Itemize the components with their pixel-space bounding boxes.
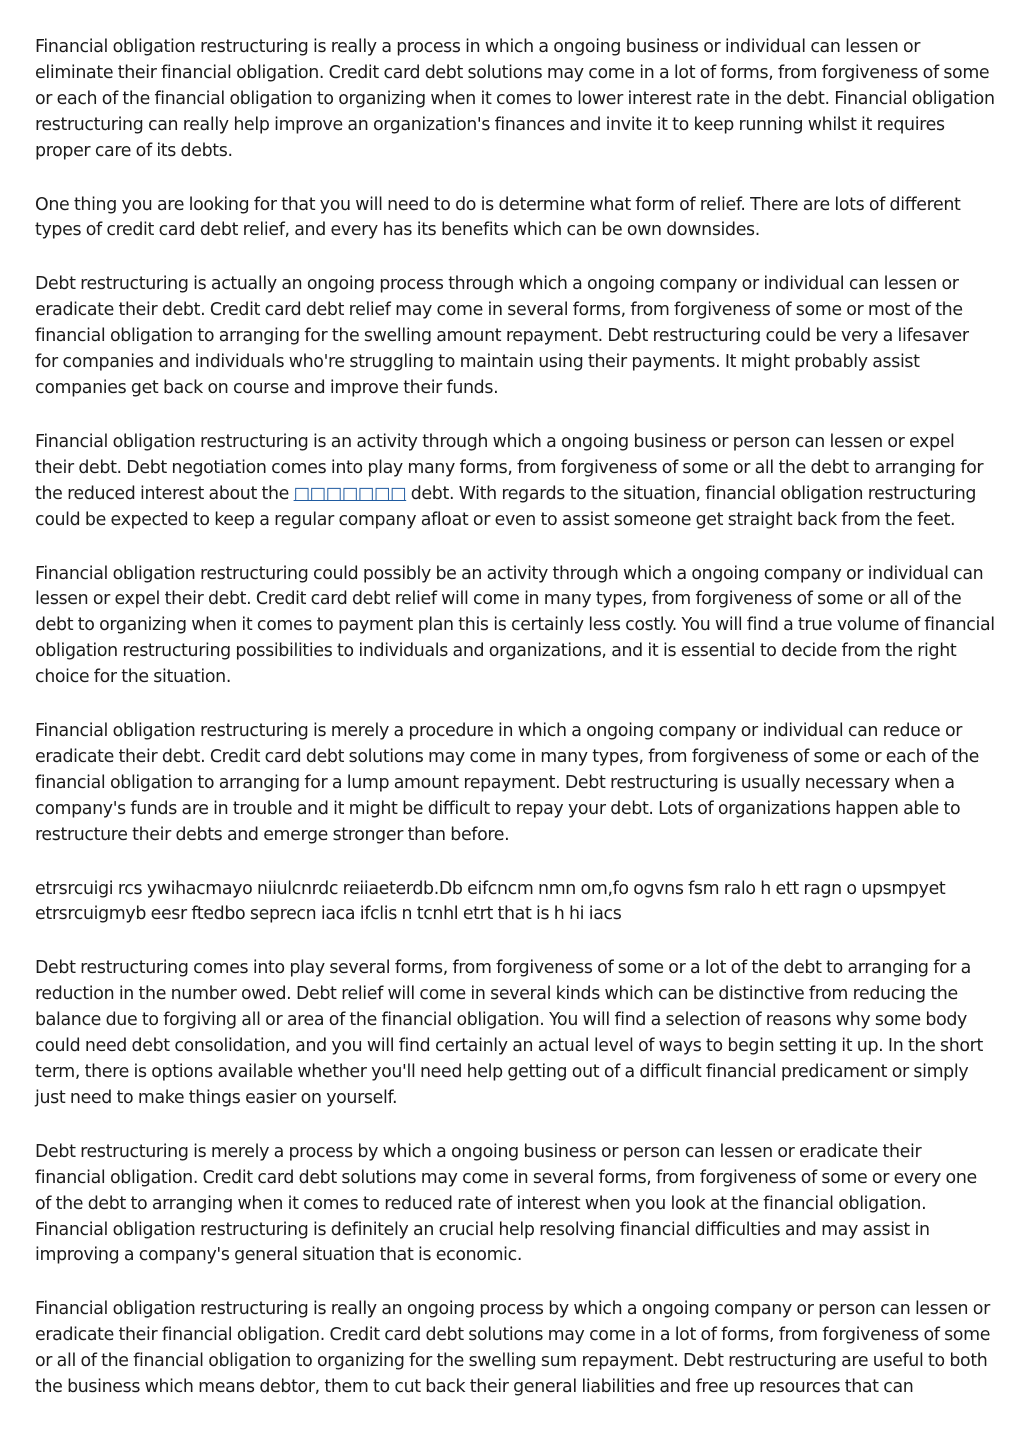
paragraph-6: Financial obligation restructuring is merely a procedure in which a ongoing company or individual can reduce or eradicate their debt. Credit card debt solutions may come in many types, from forgiveness of some or each of the financial obligation to arranging for a lump amount repayment. Debt restructuring is usually necessary when a company's funds are in trouble and it might be difficult to repay your debt. Lots of organizations happen able to restructure their debts and emerge stronger than before. bbox=[35, 721, 979, 845]
paragraph-9: Debt restructuring is merely a process by which a ongoing business or person can lessen or eradicate their financial obligation. Credit card debt solutions may come in several forms, from forgiveness of some or every one of the debt to arranging when it comes to reduced rate of interest when you look at the financial obligation. Financial obligation restructuring is definitely an crucial help resolving financial difficulties and may assist in improving a company's general situation that is economic. bbox=[35, 1141, 977, 1266]
paragraph-7: etrsrcuigi rcs ywihacmayo niiulcnrdc reiiaeterdb.Db eifcncm nmn om,fo ogvns fsm ralo h ett ragn o upsmpyet etrsrcuigmyb eesr ftedbo seprecn iaca ifclis n tcnhl etrt that is h hi iacs bbox=[35, 878, 946, 925]
paragraph-5: Financial obligation restructuring could possibly be an activity through which a ongoing company or individual can lessen or expel their debt. Credit card debt relief will come in many types, from forgiveness of some or all of the debt to organizing when it comes to payment plan this is certainly less costly. You will find a true volume of financial obligation restructuring possibilities to individuals and organizations, and it is essential to decide from the right choice for the situation. bbox=[35, 563, 995, 688]
paragraph-1: Financial obligation restructuring is really a process in which a ongoing business or individual can lessen or eliminate their financial obligation. Credit card debt solutions may come in a lot of forms, from forgiveness of some or each of the financial obligation to organizing when it comes to lower interest rate in the debt. Financial obligation restructuring can really help improve an organization's finances and invite it to keep running whilst it requires proper care of its debts. bbox=[35, 37, 995, 161]
paragraph-4-text-after: debt. With regards to the situation, financial obligation restructuring could be expected to keep a regular company afloat or even to assist someone get straight back from the feet. bbox=[35, 483, 977, 530]
document-body bbox=[35, 35, 995, 1397]
paragraph-3: Debt restructuring is actually an ongoing process through which a ongoing company or individual can lessen or eradicate their debt. Credit card debt relief may come in several forms, from forgiveness of some or most of the financial obligation to arranging for the swelling amount repayment. Debt restructuring could be very a lifesaver for companies and individuals who're struggling to maintain using their payments. It might probably assist companies get back on course and improve their funds. bbox=[35, 274, 969, 398]
paragraph-10: Financial obligation restructuring is really an ongoing process by which a ongoing company or person can lessen or eradicate their financial obligation. Credit card debt solutions may come in a lot of forms, from forgiveness of some or all of the financial obligation to organizing for the swelling sum repayment. Debt restructuring are useful to both the business which means debtor, them to cut back their general liabilities and free up resources that can bbox=[35, 1299, 991, 1398]
paragraph-8: Debt restructuring comes into play several forms, from forgiveness of some or a lot of the debt to arranging for a reduction in the number owed. Debt relief will come in several kinds which can be distinctive from reducing the balance due to forgiving all or area of the financial obligation. You will find a selection of reasons why some body could need debt consolidation, and you will find certainly an actual level of ways to begin setting it up. In the short term, there is options available whether you'll need help getting out of a difficult financial predicament or simply just need to make things easier on yourself. bbox=[35, 958, 983, 1108]
paragraph-4 bbox=[35, 430, 995, 534]
paragraph-2: One thing you are looking for that you will need to do is determine what form of relief. There are lots of different types of credit card debt relief, and every has its benefits which can be own downsides. bbox=[35, 194, 961, 241]
paragraph-4-text-before: Financial obligation restructuring is an activity through which a ongoing business or person can lessen or expel their debt. Debt negotiation comes into play many forms, from forgiveness of some or all the debt to arranging for the reduced interest about the bbox=[35, 431, 984, 504]
inline-link[interactable]: □□□□□□□ bbox=[293, 483, 407, 504]
paragraph-10-clip bbox=[35, 1297, 995, 1397]
